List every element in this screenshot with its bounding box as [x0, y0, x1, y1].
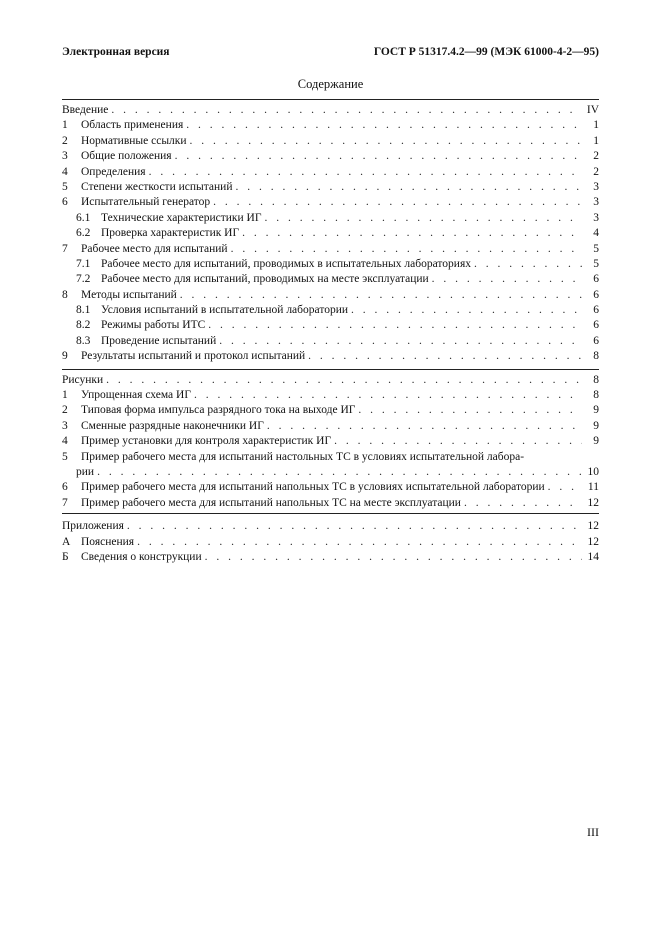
toc-entry-appendices[interactable]	[62, 519, 599, 534]
leader-dots	[474, 257, 582, 272]
toc-page: 10	[587, 465, 599, 478]
leader-dots	[231, 242, 582, 257]
toc-label: Приложения	[62, 520, 124, 533]
toc-page: 3	[593, 180, 599, 193]
leader-dots	[106, 373, 582, 388]
toc-label: Пояснения	[81, 535, 135, 548]
leader-dots	[111, 103, 582, 118]
toc-entry-8-2[interactable]	[62, 318, 599, 333]
toc-label: Введение	[62, 104, 109, 116]
leader-dots	[548, 480, 582, 495]
toc-label: Методы испытаний	[81, 288, 177, 301]
toc-page: 3	[593, 211, 599, 224]
toc-num: 2	[62, 134, 68, 147]
toc-num: 1	[62, 389, 68, 402]
toc-entry-6[interactable]	[62, 195, 599, 210]
toc-page: 6	[593, 304, 599, 317]
leader-dots	[186, 118, 582, 133]
leader-dots	[267, 419, 582, 434]
toc-entry-6-1[interactable]	[62, 211, 599, 226]
toc-page: 9	[593, 435, 599, 448]
toc-num: 3	[62, 419, 68, 432]
toc-num: 8.1	[76, 304, 91, 317]
leader-dots	[264, 211, 582, 226]
leader-dots	[213, 195, 582, 210]
toc-num: 6.2	[76, 227, 91, 240]
toc-page: 6	[593, 288, 599, 301]
toc-num: 7.2	[76, 273, 91, 286]
leader-dots	[149, 165, 582, 180]
toc-page: 8	[593, 350, 599, 363]
toc-page: 11	[587, 481, 599, 494]
spacer	[62, 365, 599, 373]
toc-entry-9[interactable]	[62, 349, 599, 364]
toc-label: Пример рабочего места для испытаний напольных ТС в условиях испытательной лаборатории	[81, 481, 545, 494]
toc-num: 6	[62, 481, 68, 494]
toc-entry-figure-1[interactable]	[62, 388, 599, 403]
toc-label: Определения	[81, 165, 146, 178]
toc-label: Рабочее место для испытаний, проводимых в испытательных лабораториях	[101, 257, 471, 270]
toc-page: 6	[593, 319, 599, 332]
toc-page: 6	[593, 334, 599, 347]
toc-num: 6.1	[76, 211, 91, 224]
toc-num: 5	[62, 180, 68, 193]
toc-num: 2	[62, 404, 68, 417]
toc-entry-5[interactable]	[62, 180, 599, 195]
toc-num: А	[62, 535, 71, 548]
toc-label: Рисунки	[62, 373, 104, 386]
toc-label: Пример рабочего места для испытаний напольных ТС на месте эксплуатации	[81, 496, 461, 509]
toc-num: 8	[62, 288, 68, 301]
rule-top	[62, 99, 599, 100]
toc-label: Сведения о конструкции	[81, 550, 202, 563]
toc-entry-figures[interactable]	[62, 373, 599, 388]
toc-label: Общие положения	[81, 150, 172, 163]
leader-dots	[334, 434, 582, 449]
leader-dots	[205, 550, 582, 565]
toc-label: Режимы работы ИТС	[101, 319, 206, 332]
toc-entry-3[interactable]	[62, 149, 599, 164]
toc-label: Нормативные ссылки	[81, 134, 187, 147]
toc-num: 7.1	[76, 257, 91, 270]
toc-entry-appendix-b[interactable]	[62, 550, 599, 565]
toc-label-continued: рии	[76, 465, 95, 478]
toc-entry-6-2[interactable]	[62, 226, 599, 241]
toc-page: 3	[593, 196, 599, 209]
toc-entry-appendix-a[interactable]	[62, 535, 599, 550]
toc-page: 8	[593, 389, 599, 402]
table-of-contents	[62, 103, 599, 565]
toc-page: 12	[587, 496, 599, 509]
toc-entry-figure-4[interactable]	[62, 434, 599, 449]
toc-num: 7	[62, 242, 68, 255]
toc-page: 5	[593, 242, 599, 255]
toc-page: IV	[586, 104, 599, 116]
leader-dots	[97, 465, 582, 480]
toc-entry-figure-2[interactable]	[62, 403, 599, 418]
toc-page: 4	[593, 227, 599, 240]
toc-page: 2	[593, 165, 599, 178]
toc-entry-8-3[interactable]	[62, 334, 599, 349]
toc-num: 8.2	[76, 319, 91, 332]
toc-num: 3	[62, 150, 68, 163]
toc-page: 1	[593, 119, 599, 132]
toc-label: Степени жесткости испытаний	[81, 180, 233, 193]
toc-label: Пример рабочего места для испытаний настольных ТС в условиях испытательной лабора-	[81, 450, 525, 463]
toc-label: Испытательный генератор	[81, 196, 211, 209]
leader-dots	[219, 334, 582, 349]
toc-page: 12	[587, 520, 599, 533]
toc-entry-figure-3[interactable]	[62, 419, 599, 434]
leader-dots	[358, 403, 582, 418]
toc-label: Технические характеристики ИГ	[101, 211, 262, 224]
toc-label: Упрощенная схема ИГ	[81, 389, 191, 402]
toc-page: 6	[593, 273, 599, 286]
toc-entry-7-2[interactable]	[62, 272, 599, 287]
leader-dots	[137, 535, 582, 550]
toc-num: 6	[62, 196, 68, 209]
toc-entry-figure-5[interactable]	[62, 450, 599, 465]
toc-label: Условия испытаний в испытательной лаборатории	[101, 304, 348, 317]
toc-label: Область применения	[81, 119, 184, 132]
toc-page: 9	[593, 419, 599, 432]
toc-label: Рабочее место для испытаний	[81, 242, 228, 255]
leader-dots	[127, 519, 582, 534]
toc-page: 12	[587, 535, 599, 548]
toc-page: 2	[593, 150, 599, 163]
header-right: ГОСТ Р 51317.4.2—99 (МЭК 61000-4-2—95)	[373, 46, 599, 58]
toc-entry-7-1[interactable]	[62, 257, 599, 272]
leader-dots	[180, 288, 582, 303]
toc-num: 9	[62, 350, 68, 363]
toc-label: Типовая форма импульса разрядного тока на выходе ИГ	[81, 404, 356, 417]
toc-num: 4	[62, 435, 68, 448]
toc-label: Сменные разрядные наконечники ИГ	[81, 419, 264, 432]
toc-entry-2[interactable]	[62, 134, 599, 149]
leader-dots	[242, 226, 582, 241]
toc-page: 14	[587, 550, 599, 563]
header-left: Электронная версия	[62, 46, 170, 58]
toc-page: 5	[593, 257, 599, 270]
toc-entry-figure-6[interactable]	[62, 480, 599, 495]
toc-label: Пример установки для контроля характеристик ИГ	[81, 435, 332, 448]
spacer	[62, 511, 599, 519]
toc-entry-4[interactable]	[62, 165, 599, 180]
toc-label: Рабочее место для испытаний, проводимых на месте эксплуатации	[101, 273, 429, 286]
toc-page: 1	[593, 134, 599, 147]
toc-num: Б	[62, 550, 69, 563]
leader-dots	[235, 180, 582, 195]
page-number: III	[587, 825, 599, 839]
toc-entry-7[interactable]	[62, 242, 599, 257]
toc-page: 9	[593, 404, 599, 417]
toc-num: 7	[62, 496, 68, 509]
toc-label: Проведение испытаний	[101, 334, 217, 347]
toc-num: 8.3	[76, 334, 91, 347]
toc-title: Содержание	[297, 77, 364, 91]
leader-dots	[190, 134, 582, 149]
toc-entry-8-1[interactable]	[62, 303, 599, 318]
leader-dots	[308, 349, 582, 364]
toc-label: Результаты испытаний и протокол испытаний	[81, 350, 306, 363]
leader-dots	[464, 496, 582, 511]
toc-num: 5	[62, 450, 68, 463]
leader-dots	[175, 149, 582, 164]
leader-dots	[432, 272, 582, 287]
toc-num: 1	[62, 119, 68, 132]
toc-entry-1[interactable]	[62, 118, 599, 133]
toc-entry-figure-5-continued[interactable]	[62, 465, 599, 480]
leader-dots	[208, 318, 582, 333]
toc-entry-figure-7[interactable]	[62, 496, 599, 511]
toc-entry-8[interactable]	[62, 288, 599, 303]
leader-dots	[351, 303, 582, 318]
toc-entry-intro[interactable]	[62, 103, 599, 118]
toc-page: 8	[593, 373, 599, 386]
toc-label: Проверка характеристик ИГ	[101, 227, 240, 240]
toc-num: 4	[62, 165, 68, 178]
leader-dots	[194, 388, 582, 403]
